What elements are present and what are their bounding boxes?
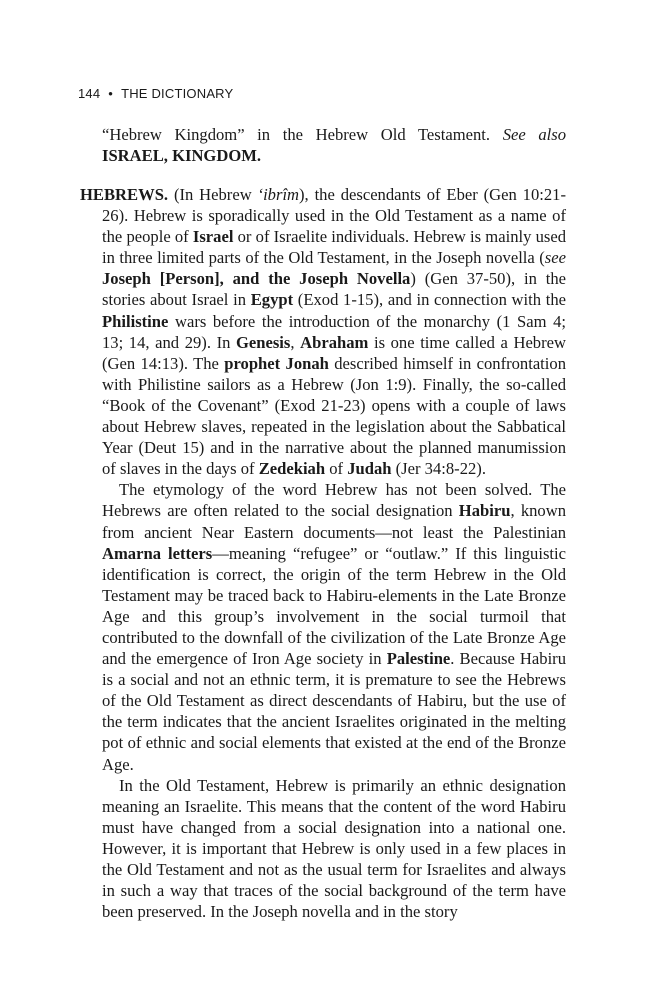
cross-reference: Abraham (300, 332, 369, 352)
cross-reference: Judah (347, 459, 392, 479)
bullet-separator: • (108, 86, 114, 101)
page-number: 144 (78, 86, 101, 101)
cross-reference: Habiru (458, 501, 511, 521)
cross-reference: Philistine (102, 311, 169, 331)
see-label: see (544, 248, 566, 268)
cross-reference: Genesis (235, 332, 291, 352)
entry-paragraph-3: In the Old Testament, Hebrew is primarily an ethnic designation meaning an Israelite. This means that the content of the word Habiru must have changed from a social designation into a national one. However, it is important that Hebrew is only used in a few places in the Old Testament and not as the usual term for Israelites and always in such a way that traces of the social background of the term have been preserved. In the Joseph novella and in the story (102, 775, 566, 922)
hebrew-term: ‘ibrîm (257, 185, 300, 204)
cross-reference: Amarna letters (102, 543, 213, 563)
cross-reference: Zedekiah (258, 459, 326, 479)
entry-paragraph-1: HEBREWS. (In Hebrew ‘ibrîm), the descendants of Eber (Gen 10:21-26). Hebrew is sporadically used in the Old Testament as a name of the people of Israel or of Israelite individuals. Hebrew is mainly used in three limited parts of the Old Testament, in the Joseph novella (see Joseph [Person], and the Joseph Novella) (Gen 37-50), in the stories about Israel in Egypt (Exod 1-15), and in connection with the Philistine wars before the introduction of the monarchy (1 Sam 4; 13; 14, and 29). In Genesis, Abraham is one time called a Hebrew (Gen 14:13). The prophet Jonah described himself in confrontation with Philistine sailors as a Hebrew (Jon 1:9). Finally, the so-called “Book of the Covenant” (Exod 21-23) opens with a couple of laws about Hebrew slaves, repeated in the legislation about the Sabbatical Year (Deut 15) and in the narrative about the planned manumission of slaves in the days of Zedekiah of Judah (Jer 34:8-22). (80, 185, 567, 479)
running-title: THE DICTIONARY (121, 86, 234, 101)
entry-paragraph-2: The etymology of the word Hebrew has not been solved. The Hebrews are often related to the social designation Habiru, known from ancient Near Eastern documents—not least the Palestinian Amarna letters—meaning “refugee” or “outlaw.” If this linguistic identification is correct, the origin of the term Hebrew in the Old Testament may be traced back to Habiru-elements in the Late Bronze Age and this group’s involvement in the social turmoil that contributed to the downfall of the civilization of the Late Bronze Age and the emergence of Iron Age society in Palestine. Because Habiru is a social and not an ethnic term, it is premature to see the Hebrews of the Old Testament as direct descendants of Habiru, but the use of the term indicates that the ancient Israelites originated in the melting pot of ethnic and social elements that existed at the end of the Bronze Age. (102, 480, 567, 774)
cross-reference: prophet Jonah (224, 353, 329, 373)
entry-headword: HEBREWS. (80, 185, 169, 204)
cross-reference: Joseph [Person], and the Joseph Novella (102, 269, 411, 289)
cross-reference: Israel (192, 227, 234, 247)
cross-reference: Egypt (250, 290, 294, 310)
running-header (78, 86, 233, 101)
dictionary-entry-hebrews (80, 184, 566, 922)
cross-reference: ISRAEL, KINGDOM. (102, 146, 262, 166)
see-also-label: See also (502, 125, 566, 144)
continued-entry-text: “Hebrew Kingdom” in the Hebrew Old Testament. See also ISRAEL, KINGDOM. (102, 125, 566, 166)
cross-reference: Palestine (386, 649, 451, 669)
